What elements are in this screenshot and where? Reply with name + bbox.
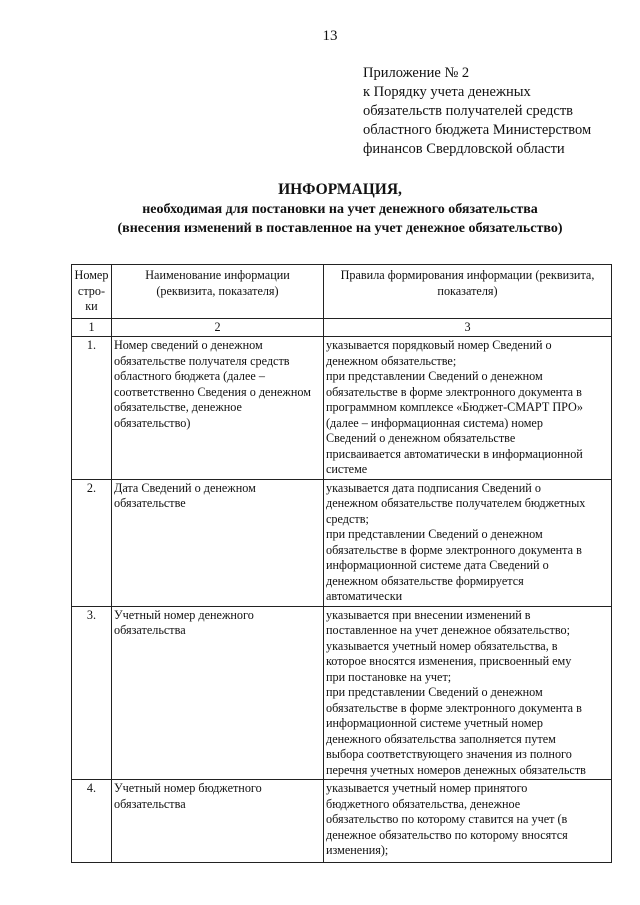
rule-line: (далее – информационная система) номер [326,415,543,430]
row-number: 1. [72,337,112,480]
rule-line: при представлении Сведений о денежном [326,369,543,383]
rule-line: указывается дата подписания Сведений о [326,480,541,495]
name-line: Учетный номер денежного [114,607,254,622]
information-table [71,264,612,863]
rule-line: изменения); [326,843,389,857]
page-number: 13 [322,28,338,44]
header-line: (реквизита, показателя) [156,283,279,298]
name-line: областного бюджета (далее – [114,369,265,383]
column-index: 2 [112,318,324,337]
rule-line: поставленное на учет денежное обязательство; [326,623,570,637]
name-line: Номер сведений о денежном [114,338,263,352]
rule-line: указывается учетный номер принятого [326,781,528,795]
rule-line: денежном обязательстве формируется [326,573,524,588]
rule-line: выбора соответствующего значения из полного [326,747,572,761]
rule-line: при постановке на учет; [326,669,452,684]
rule-line: которое вносятся изменения, присвоенный ему [326,654,572,668]
rule-line: денежном обязательстве получателем бюджетных [326,496,586,510]
row-rule [324,479,612,606]
header-line: Наименование информации [145,268,290,282]
column-index: 1 [72,318,112,337]
document-title [60,180,620,238]
table-row [72,780,612,863]
row-name [112,606,324,780]
row-number: 4. [72,780,112,863]
header-rule [324,265,612,319]
appendix-line: к Порядку учета денежных [363,84,531,100]
table-row [72,606,612,780]
header-line: Правила формирования информации (реквизита, [340,268,595,282]
column-index-row [72,318,612,337]
rule-line: присваивается автоматически в информационной [326,446,583,461]
name-line: обязательстве [114,496,186,510]
row-name [112,479,324,606]
rule-line: обязательстве в форме электронного документа в [326,700,582,715]
name-line: Учетный номер бюджетного [114,781,262,795]
rule-line: обязательстве в форме электронного документа в [326,542,582,557]
title-heading: ИНФОРМАЦИЯ, [278,181,402,198]
rule-line: указывается при внесении изменений в [326,607,531,622]
rule-line: указывается учетный номер обязательства, в [326,638,558,653]
appendix-line: обязательств получателей средств [363,103,574,119]
rule-line: денежного обязательства заполняется путем [326,731,556,746]
rule-line: денежное обязательство по которому вносятся [326,827,568,842]
table-row [72,337,612,480]
rule-line: бюджетного обязательства, денежное [326,796,521,811]
table-header-row [72,265,612,319]
table-row [72,479,612,606]
header-line: показателя) [437,283,498,298]
name-line: обязательство) [114,415,191,430]
header-line: ки [85,299,98,313]
rule-line: системе [326,462,368,476]
rule-line: перечня учетных номеров денежных обязательств [326,762,586,777]
rule-line: автоматически [326,589,403,603]
appendix-line: Приложение № 2 [363,65,470,81]
rule-line: обязательстве в форме электронного документа в [326,384,582,399]
rule-line: программном комплексе «Бюджет-СМАРТ ПРО» [326,400,583,414]
rule-line: обязательство по которому ставится на учет (в [326,812,568,826]
name-line: соответственно Сведения о денежном [114,384,311,399]
appendix-line: финансов Свердловской области [363,141,565,157]
header-number [72,265,112,319]
header-line: Номер [74,268,109,282]
appendix-line: областного бюджета Министерством [363,122,592,138]
rule-line: указывается порядковый номер Сведений о [326,338,552,352]
rule-line: информационной системе дата Сведений о [326,558,549,572]
appendix-note [363,64,633,159]
row-number: 3. [72,606,112,780]
column-index: 3 [324,318,612,337]
header-name [112,265,324,319]
row-rule [324,780,612,863]
name-line: обязательства [114,796,186,811]
title-subheading: необходимая для постановки на учет денежного обязательства [142,202,538,217]
title-subheading: (внесения изменений в поставленное на учет денежное обязательство) [117,221,563,236]
name-line: обязательства [114,623,186,637]
name-line: обязательстве получателя средств [114,353,290,368]
name-line: обязательстве, денежное [114,400,242,414]
row-name [112,337,324,480]
rule-line: денежном обязательстве; [326,353,457,368]
row-rule [324,606,612,780]
name-line: Дата Сведений о денежном [114,480,256,495]
rule-line: информационной системе учетный номер [326,716,543,730]
rule-line: при представлении Сведений о денежном [326,685,543,699]
row-number: 2. [72,479,112,606]
rule-line: средств; [326,511,369,526]
rule-line: при представлении Сведений о денежном [326,527,543,541]
row-rule [324,337,612,480]
rule-line: Сведений о денежном обязательстве [326,431,516,445]
header-line: стро- [77,283,106,298]
row-name [112,780,324,863]
